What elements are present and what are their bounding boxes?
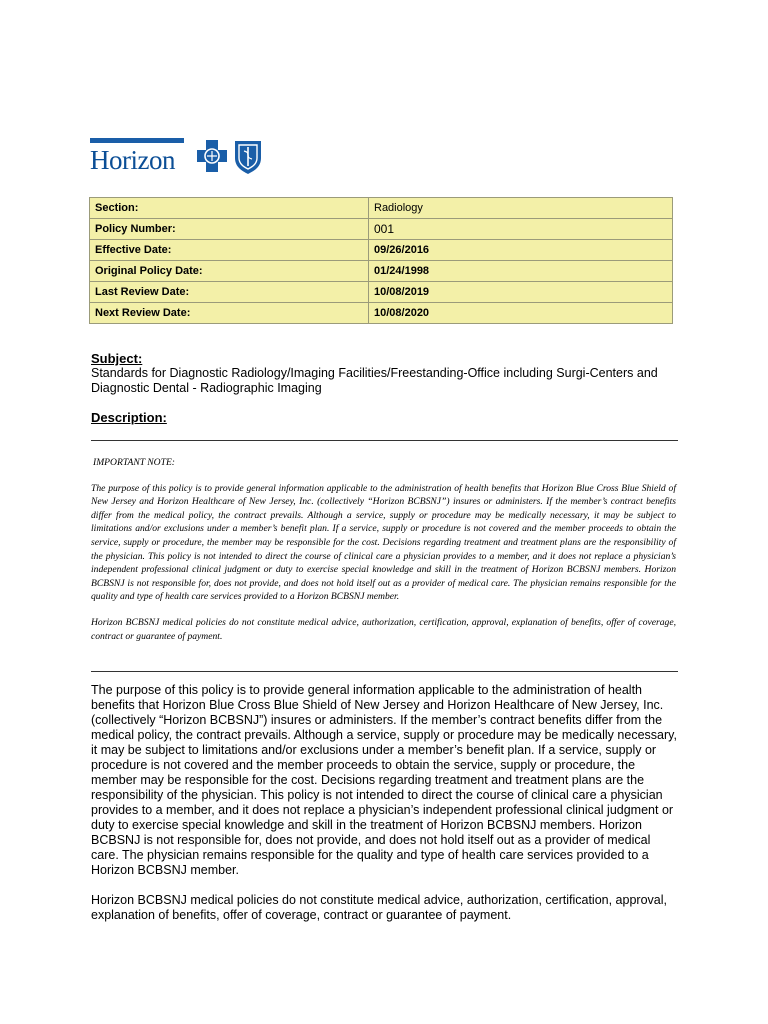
logo-wordmark: Horizon (90, 145, 175, 175)
important-note-heading: IMPORTANT NOTE: (93, 457, 175, 468)
logo-bar (90, 138, 184, 143)
body-disclaimer: Horizon BCBSNJ medical policies do not constitute medical advice, authorization, certification, approval, explanation of benefits, offer of coverage, contract or guarantee of payment. (91, 893, 667, 922)
table-row (90, 282, 673, 303)
divider-top (91, 440, 678, 441)
blue-cross-icon (195, 138, 229, 174)
effective-date-value: 09/26/2016 (369, 240, 673, 261)
subject-text: Standards for Diagnostic Radiology/Imaging Facilities/Freestanding-Office including Surgi-Centers and Diagnostic Dental - Radiographic Imaging (91, 366, 658, 395)
policy-info-table (89, 197, 673, 324)
important-note-paragraph: The purpose of this policy is to provide general information applicable to the administration of health benefits that Horizon Blue Cross Blue Shield of New Jersey and Horizon Healthcare of New Jersey, Inc. (collectively “Horizon BCBSNJ”) insures or administers. If the member’s contract benefits differ from the medical policy, the contract prevails. Although a service, supply or procedure may be medically necessary, it may be subject to limitations and/or exclusions under a member’s benefit plan. If a service, supply or procedure is not covered and the member proceeds to obtain the service, supply or procedure, the member may be responsible for the cost. Decisions regarding treatment and treatment plans are the responsibility of the physician. This policy is not intended to direct the course of clinical care a physician provides to a member, and it does not replace a physician’s independent professional clinical judgment or duty to exercise special knowledge and skill in the treatment of Horizon BCBSNJ members. Horizon BCBSNJ is not responsible for, does not provide, and does not hold itself out as a provider of medical care. The physician remains responsible for the quality and type of health care services provided to a Horizon BCBSNJ member. (91, 482, 676, 603)
description-body (91, 683, 681, 938)
table-row (90, 303, 673, 324)
original-policy-date-label: Original Policy Date: (90, 261, 369, 282)
important-note-box (91, 456, 676, 655)
description-heading: Description: (91, 410, 167, 425)
table-row (90, 261, 673, 282)
blue-shield-icon (232, 138, 264, 176)
original-policy-date-value: 01/24/1998 (369, 261, 673, 282)
last-review-date-value: 10/08/2019 (369, 282, 673, 303)
last-review-date-label: Last Review Date: (90, 282, 369, 303)
section-label: Section: (90, 198, 369, 219)
important-note-disclaimer: Horizon BCBSNJ medical policies do not constitute medical advice, authorization, certification, approval, explanation of benefits, offer of coverage, contract or guarantee of payment. (91, 616, 676, 642)
body-paragraph: The purpose of this policy is to provide general information applicable to the administration of health benefits that Horizon Blue Cross Blue Shield of New Jersey and Horizon Healthcare of New Jersey, Inc. (collectively “Horizon BCBSNJ”) insures or administers. If the member’s contract benefits differ from the medical policy, the contract prevails. Although a service, supply or procedure may be medically necessary, it may be subject to limitations and/or exclusions under a member’s benefit plan. If a service, supply or procedure is not covered and the member proceeds to obtain the service, supply or procedure, the member may be responsible for the cost. Decisions regarding treatment and treatment plans are the responsibility of the physician. This policy is not intended to direct the course of clinical care a physician provides to a member, and it does not replace a physician’s independent professional clinical judgment or duty to exercise special knowledge and skill in the treatment of Horizon BCBSNJ members. Horizon BCBSNJ is not responsible for, does not provide, and does not hold itself out as a provider of medical care. The physician remains responsible for the quality and type of health care services provided to a Horizon BCBSNJ member. (91, 683, 677, 877)
table-row (90, 219, 673, 240)
subject-heading: Subject: (91, 351, 143, 366)
table-row (90, 240, 673, 261)
divider-bottom (91, 671, 678, 672)
section-value: Radiology (369, 198, 673, 219)
policy-number-label: Policy Number: (90, 219, 369, 240)
next-review-date-value: 10/08/2020 (369, 303, 673, 324)
next-review-date-label: Next Review Date: (90, 303, 369, 324)
table-row (90, 198, 673, 219)
effective-date-label: Effective Date: (90, 240, 369, 261)
policy-number-value: 001 (369, 219, 673, 240)
